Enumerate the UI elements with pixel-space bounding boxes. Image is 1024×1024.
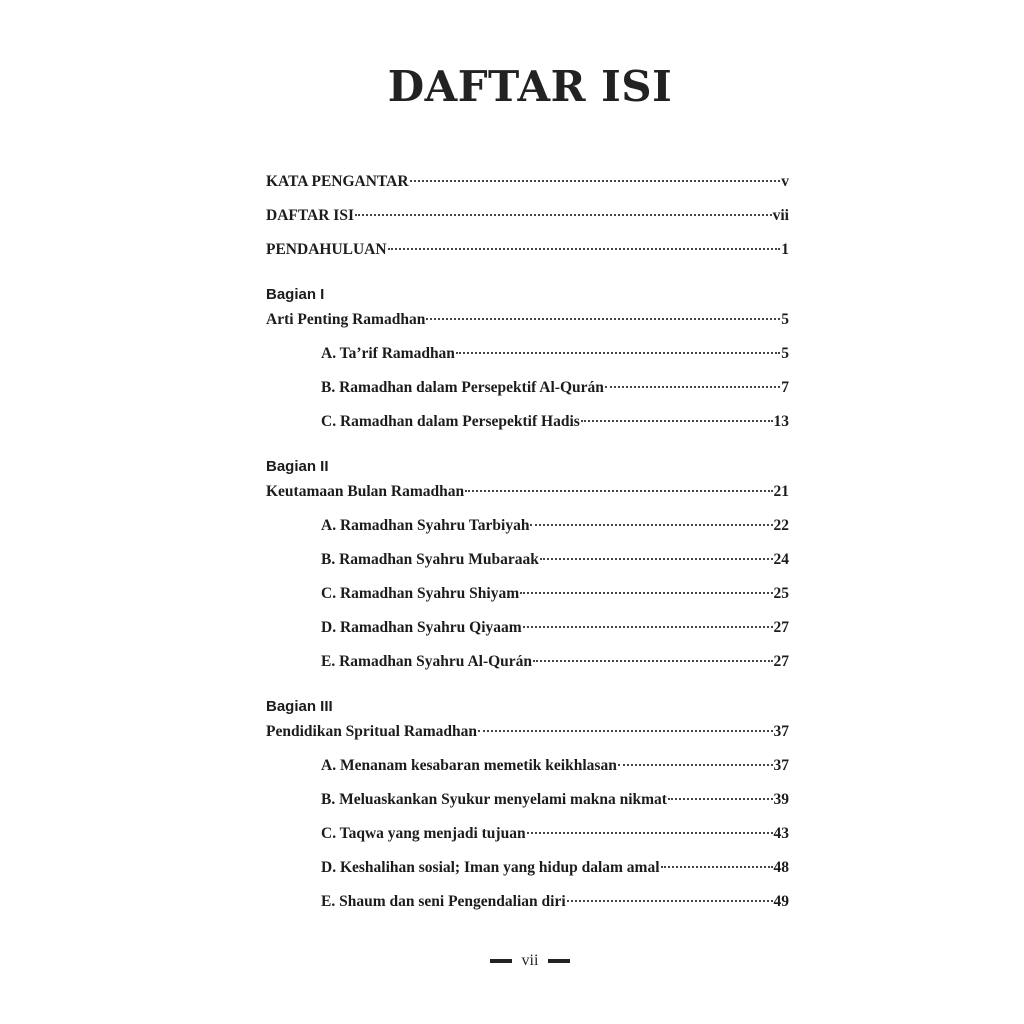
toc-entry-pendahuluan[interactable] (266, 238, 789, 262)
toc-entry-label: C. Taqwa yang menjadi tujuan (321, 825, 526, 842)
subentry-1c[interactable] (266, 410, 789, 434)
dot-leader (567, 900, 773, 902)
dot-leader (530, 524, 772, 526)
subentry-2a[interactable] (266, 514, 789, 538)
toc-entry-page: 21 (773, 483, 789, 500)
dot-leader (527, 832, 773, 834)
toc-entry-label: B. Ramadhan Syahru Mubaraak (321, 551, 539, 568)
dot-leader (668, 798, 773, 800)
toc-entry-label: B. Meluaskankan Syukur menyelami makna nikmat (321, 791, 667, 808)
part-heading-1: Bagian I (266, 286, 325, 303)
dot-leader (605, 386, 780, 388)
dot-leader (465, 490, 772, 492)
toc-entry-page: 7 (781, 379, 789, 396)
toc-entry-label: D. Ramadhan Syahru Qiyaam (321, 619, 522, 636)
toc-entry-page: 27 (773, 619, 789, 636)
toc-entry-label: Keutamaan Bulan Ramadhan (266, 483, 465, 500)
toc-entry-label: KATA PENGANTAR (266, 173, 409, 190)
toc-entry-page: 1 (781, 241, 789, 258)
part-heading-2: Bagian II (266, 458, 329, 475)
subentry-2c[interactable] (266, 582, 789, 606)
dot-leader (426, 318, 780, 320)
toc-entry-label: A. Menanam kesabaran memetik keikhlasan (321, 757, 617, 774)
toc-entry-label: DAFTAR ISI (266, 207, 354, 224)
dot-leader (523, 626, 773, 628)
toc-entry-page: 37 (773, 723, 789, 740)
subentry-3b[interactable] (266, 788, 789, 812)
dot-leader (661, 866, 773, 868)
toc-entry-page: 43 (773, 825, 789, 842)
chapter-entry-1[interactable] (266, 308, 789, 332)
dot-leader (618, 764, 773, 766)
dot-leader (478, 730, 772, 732)
toc-entry-label: A. Ta’rif Ramadhan (321, 345, 455, 362)
toc-entry-label: PENDAHULUAN (266, 241, 387, 258)
toc-entry-label: Pendidikan Spritual Ramadhan (266, 723, 478, 740)
dot-leader (410, 180, 781, 182)
subentry-1a[interactable] (266, 342, 789, 366)
part-heading-3: Bagian III (266, 698, 333, 715)
subentry-2e[interactable] (266, 650, 789, 674)
toc-entry-page: 39 (773, 791, 789, 808)
toc-entry-page: 49 (773, 893, 789, 910)
subentry-2b[interactable] (266, 548, 789, 572)
dot-leader (540, 558, 773, 560)
toc-entry-page: 5 (781, 345, 789, 362)
subentry-3c[interactable] (266, 822, 789, 846)
toc-entry-page: 24 (773, 551, 789, 568)
toc-entry-label: B. Ramadhan dalam Persepektif Al-Qurán (321, 379, 604, 396)
dot-leader (520, 592, 772, 594)
toc-entry-page: 37 (773, 757, 789, 774)
page-title: DAFTAR ISI (387, 62, 673, 111)
dot-leader (581, 420, 773, 422)
toc-entry-page: vii (772, 207, 789, 224)
toc-entry-page: v (781, 173, 789, 190)
page-footer (0, 952, 1024, 970)
toc-entry-label: E. Shaum dan seni Pengendalian diri (321, 893, 566, 910)
table-of-contents (266, 170, 789, 914)
toc-entry-label: A. Ramadhan Syahru Tarbiyah (321, 517, 530, 534)
dot-leader (456, 352, 780, 354)
toc-entry-label: E. Ramadhan Syahru Al-Qurán (321, 653, 533, 670)
footer-rule-right (548, 959, 570, 963)
toc-entry-page: 13 (773, 413, 789, 430)
toc-entry-daftar-isi[interactable] (266, 204, 789, 228)
dot-leader (388, 248, 781, 250)
chapter-entry-2[interactable] (266, 480, 789, 504)
dot-leader (533, 660, 772, 662)
footer-rule-left (490, 959, 512, 963)
subentry-3e[interactable] (266, 890, 789, 914)
subentry-1b[interactable] (266, 376, 789, 400)
toc-entry-kata-pengantar[interactable] (266, 170, 789, 194)
toc-entry-page: 22 (773, 517, 789, 534)
toc-entry-page: 27 (773, 653, 789, 670)
chapter-entry-3[interactable] (266, 720, 789, 744)
toc-entry-page: 48 (773, 859, 789, 876)
toc-entry-label: C. Ramadhan dalam Persepektif Hadis (321, 413, 580, 430)
subentry-3a[interactable] (266, 754, 789, 778)
toc-entry-page: 25 (773, 585, 789, 602)
toc-entry-label: D. Keshalihan sosial; Iman yang hidup dalam amal (321, 859, 660, 876)
toc-entry-page: 5 (781, 311, 789, 328)
toc-entry-label: C. Ramadhan Syahru Shiyam (321, 585, 520, 602)
dot-leader (355, 214, 772, 216)
subentry-2d[interactable] (266, 616, 789, 640)
subentry-3d[interactable] (266, 856, 789, 880)
toc-entry-label: Arti Penting Ramadhan (266, 311, 426, 328)
page-number: vii (521, 952, 539, 969)
